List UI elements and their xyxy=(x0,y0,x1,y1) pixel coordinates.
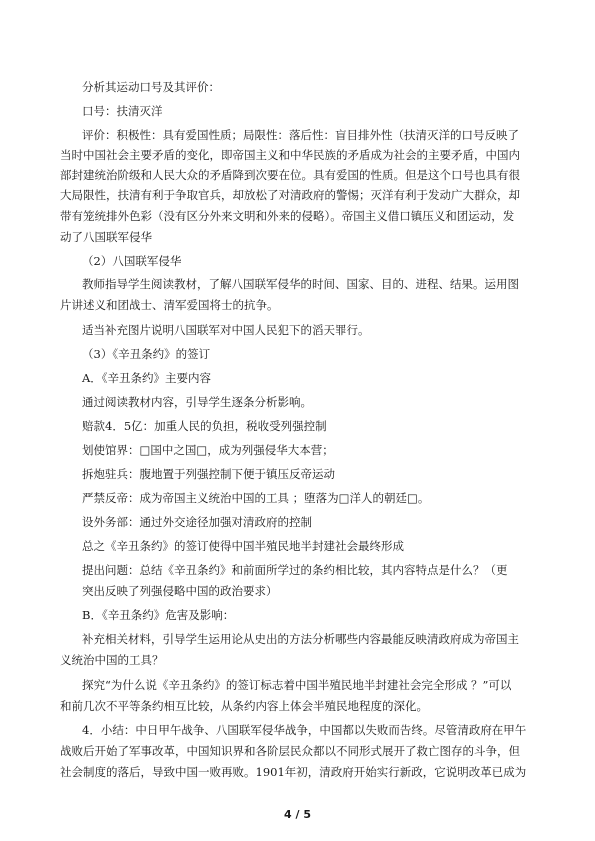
text-line: 探究“为什么说《辛丑条约》的签订标志着中国半殖民地半封建社会完全形成 ？”可以 xyxy=(82,678,512,692)
text-line: 社会制度的落后，导致中国一败再败。1901年初，清政府开始实行新政，它说明改革已成为 xyxy=(60,765,527,779)
subsection-heading: A．《辛丑条约》主要内容 xyxy=(82,371,212,385)
text-line: 拆炮驻兵：腹地置于列强控制下便于镇压反帝运动 xyxy=(82,467,335,481)
text-line: 严禁反帝：成为帝国主义统治中国的工具 ；堕落为□洋人的朝廷□。 xyxy=(82,491,430,505)
text-line: 和前几次不平等条约相互比较，从条约内容上体会半殖民地程度的深化。 xyxy=(60,699,428,713)
text-line: 口号：扶清灭洋 xyxy=(82,104,163,118)
text-line: 义统治中国的工具？ xyxy=(60,653,164,667)
text-line: 带有笼统排外色彩（没有区分外来文明和外来的侵略）。帝国主义借口镇压义和团运动，发 xyxy=(60,209,515,223)
text-line: 总之《辛丑条约》的签订使得中国半殖民地半封建社会最终形成 xyxy=(82,539,404,553)
text-line: 突出反映了列强侵略中国的政治要求） xyxy=(82,584,278,598)
text-line: 教师指导学生阅读教材，了解八国联军侵华的时间、国家、目的、进程、结果。运用图 xyxy=(82,277,519,291)
text-line: 4．小结：中日甲午战争、八国联军侵华战争，中国都以失败而告终。尽管清政府在甲午 xyxy=(82,723,527,737)
text-line: 战败后开始了军事改革，中国知识界和各阶层民众都以不同形式展开了救亡图存的斗争，但 xyxy=(60,744,520,758)
text-line: 评价：积极性：具有爱国性质；局限性：落后性：盲目排外性（扶清灭洋的口号反映了 xyxy=(82,128,519,142)
text-line: 动了八国联军侵华 xyxy=(60,230,152,244)
text-line: 划使馆界：□国中之国□，成为列强侵华大本营； xyxy=(82,443,334,457)
text-line: 大局限性，扶清有利于争取官兵，却放松了对清政府的警惕；灭洋有利于发动广大群众，却 xyxy=(60,188,520,202)
text-line: 当时中国社会主要矛盾的变化，即帝国主义和中华民族的矛盾成为社会的主要矛盾，中国内 xyxy=(60,148,520,162)
text-line: 提出问题：总结《辛丑条约》和前面所学过的条约相比较，其内容特点是什么？（更 xyxy=(82,563,508,577)
text-line: 通过阅读教材内容，引导学生逐条分析影响。 xyxy=(82,395,312,409)
text-line: 设外务部：通过外交途径加强对清政府的控制 xyxy=(82,515,312,529)
text-line: 补充相关材料，引导学生运用论从史出的方法分析哪些内容最能反映清政府成为帝国主 xyxy=(82,632,519,646)
text-line: 片讲述义和团战士、清军爱国将士的抗争。 xyxy=(60,298,279,312)
text-line: 适当补充图片说明八国联军对中国人民犯下的滔天罪行。 xyxy=(82,323,370,337)
text-line: 部封建统治阶级和人民大众的矛盾降到次要在位。具有爱国的性质。但是这个口号也具有很 xyxy=(60,168,520,182)
section-heading: （3）《辛丑条约》的签订 xyxy=(82,347,211,361)
page-number: 4 / 5 xyxy=(284,808,311,821)
text-line: 分析其运动口号及其评价： xyxy=(82,80,220,94)
section-heading: （2）八国联军侵华 xyxy=(82,254,182,268)
subsection-heading: B．《辛丑条约》危害及影响： xyxy=(82,608,235,622)
text-line: 赔款4．5亿：加重人民的负担，税收受列强控制 xyxy=(82,419,327,433)
